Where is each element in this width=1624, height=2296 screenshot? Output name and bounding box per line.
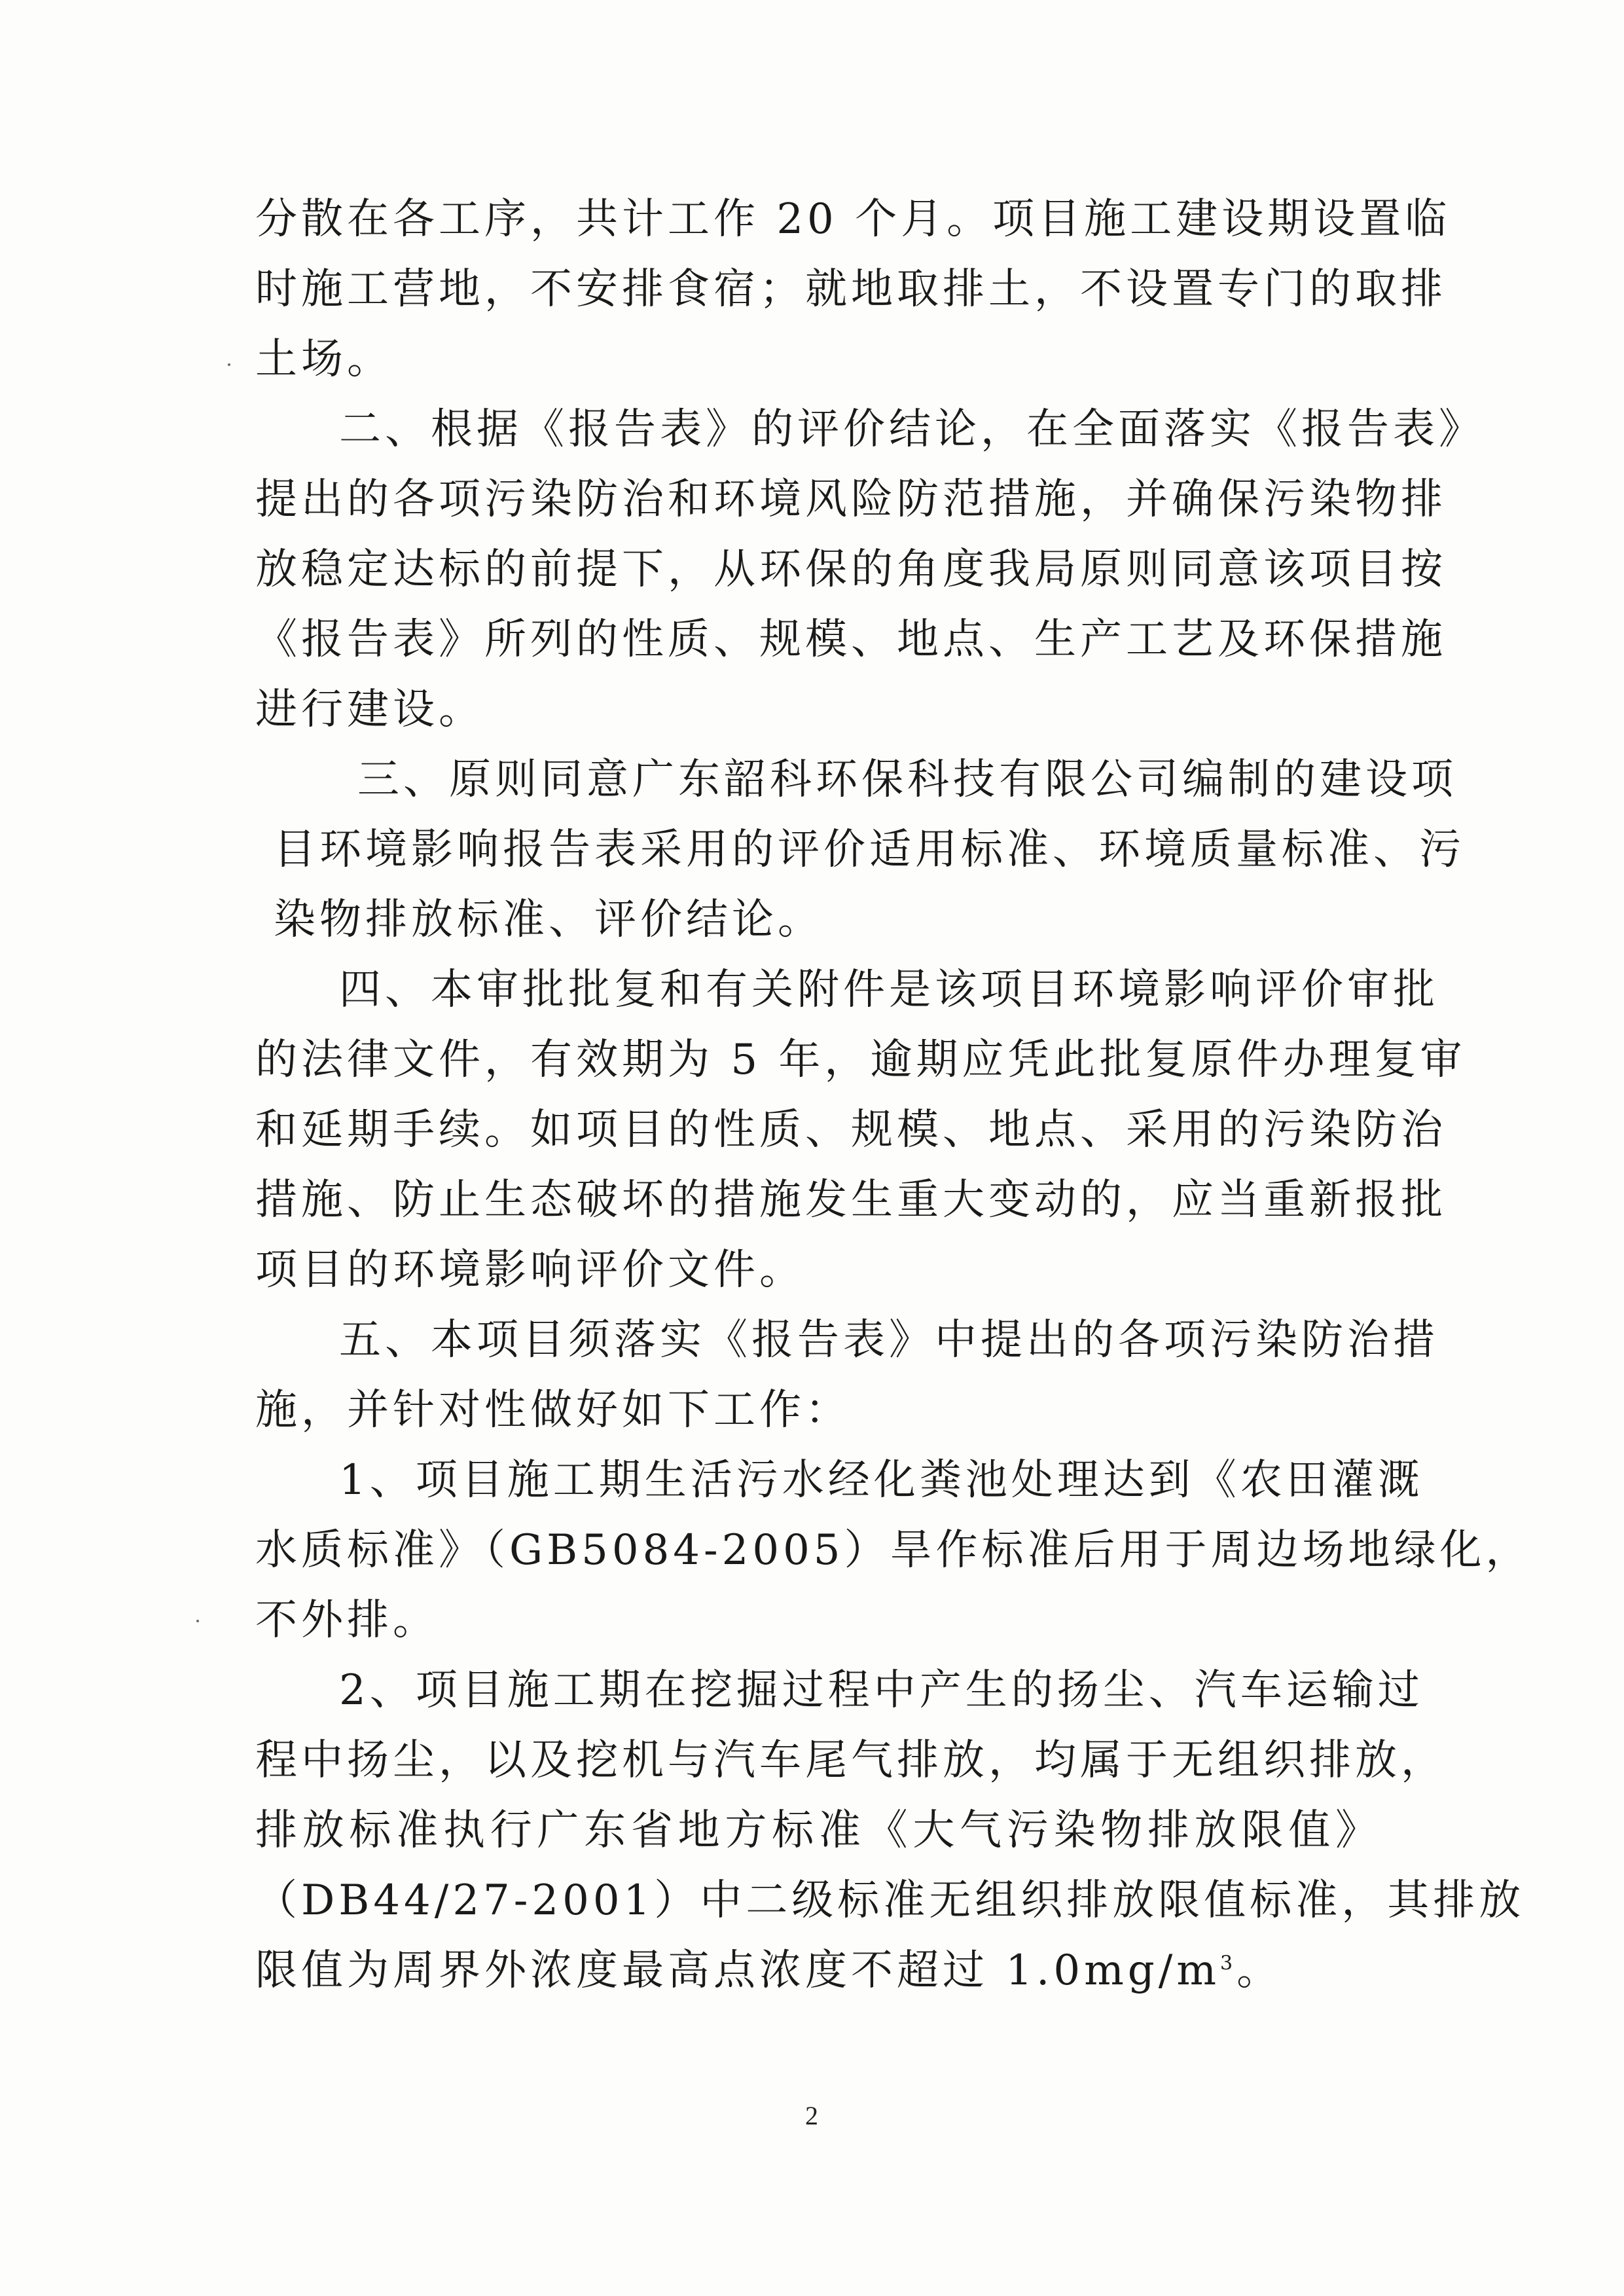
text-line: 提出的各项污染防治和环境风险防范措施，并确保污染物排	[255, 475, 1447, 524]
page-number: 2	[805, 2101, 818, 2130]
last-line-end: 。	[1236, 1946, 1283, 1995]
text-line: 水质标准》（GB5084-2005）旱作标准后用于周边场地绿化，	[255, 1526, 1532, 1575]
text-line: 进行建设。	[255, 685, 484, 734]
text-line: 土场。	[255, 335, 393, 384]
text-line: 的法律文件，有效期为 5 年，逾期应凭此批复原件办理复审	[255, 1036, 1466, 1084]
text-line: 和延期手续。如项目的性质、规模、地点、采用的污染防治	[255, 1106, 1447, 1154]
text-line: 程中扬尘，以及挖机与汽车尾气排放，均属于无组织排放，	[255, 1736, 1447, 1785]
text-line: 1、项目施工期生活污水经化粪池处理达到《农田灌溉	[339, 1456, 1424, 1504]
text-line: 三、原则同意广东韶科环保科技有限公司编制的建设项	[357, 756, 1457, 804]
scan-speck	[196, 1620, 199, 1622]
last-line-text: 限值为周界外浓度最高点浓度不超过 1.0mg/m	[255, 1946, 1221, 1995]
text-line-last	[255, 1935, 1282, 2007]
text-line: 项目的环境影响评价文件。	[255, 1246, 805, 1294]
text-line: 排放标准执行广东省地方标准《大气污染物排放限值》	[255, 1806, 1381, 1855]
text-line: 施，并针对性做好如下工作：	[255, 1386, 851, 1434]
text-line: 染物排放标准、评价结论。	[274, 896, 823, 944]
text-line: 《报告表》所列的性质、规模、地点、生产工艺及环保措施	[255, 615, 1447, 664]
text-line: 不外排。	[255, 1596, 439, 1645]
text-line: 2、项目施工期在挖掘过程中产生的扬尘、汽车运输过	[339, 1666, 1424, 1715]
text-line: 四、本审批批复和有关附件是该项目环境影响评价审批	[339, 966, 1439, 1014]
text-line: 二、根据《报告表》的评价结论，在全面落实《报告表》	[339, 405, 1485, 454]
text-line: （DB44/27-2001）中二级标准无组织排放限值标准，其排放	[255, 1876, 1525, 1925]
text-line: 措施、防止生态破坏的措施发生重大变动的，应当重新报批	[255, 1176, 1447, 1224]
text-line: 目环境影响报告表采用的评价适用标准、环境质量标准、污	[274, 826, 1465, 874]
text-line: 五、本项目须落实《报告表》中提出的各项污染防治措	[339, 1316, 1439, 1364]
text-line: 时施工营地，不安排食宿；就地取排土，不设置专门的取排	[255, 265, 1447, 314]
text-line: 放稳定达标的前提下，从环保的角度我局原则同意该项目按	[255, 545, 1447, 594]
scan-speck	[228, 363, 230, 366]
superscript-three: 3	[1220, 1952, 1237, 1975]
text-line: 分散在各工序，共计工作 20 个月。项目施工建设期设置临	[255, 195, 1451, 244]
